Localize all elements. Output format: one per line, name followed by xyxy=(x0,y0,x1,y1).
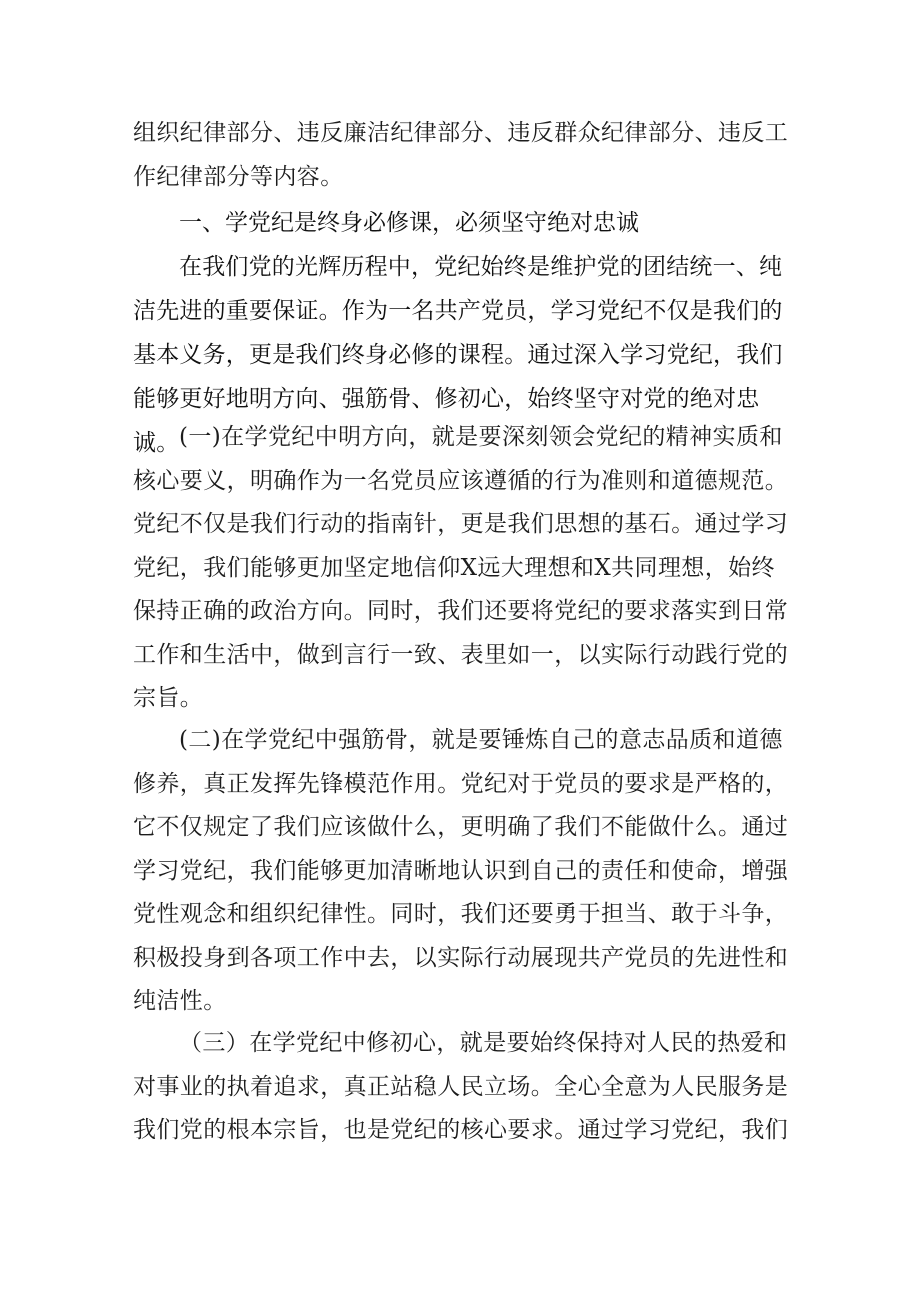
paragraph-1: (一)在学党纪中明方向，就是要深刻领会党纪的精神实质和核心要义，明确作为一名党员应该遵循的行为准则和道德规范。党纪不仅是我们行动的指南针，更是我们思想的基石。通过学习党纪，我们能够更加坚定地信仰X远大理想和X共同理想，始终保持正确的政治方向。同时，我们还要将党纪的要求落实到日常工作和生活中，做到言行一致、表里如一，以实际行动践行党的宗旨。 xyxy=(133,424,789,711)
intro-paragraph: 在我们党的光辉历程中，党纪始终是维护党的团结统一、纯洁先进的重要保证。作为一名共产党员，学习党纪不仅是我们的基本义务，更是我们终身必修的课程。通过深入学习党纪，我们能够更好地明方向、强筋骨、修初心，始终坚守对党的绝对忠诚。 xyxy=(133,254,783,456)
section-heading: 一、学党纪是终身必修课，必须坚守绝对忠诚 xyxy=(179,210,639,236)
continuation-paragraph: 组织纪律部分、违反廉洁纪律部分、违反群众纪律部分、违反工作纪律部分等内容。 xyxy=(133,120,789,190)
paragraph-2: (二)在学党纪中强筋骨，就是要锤炼自己的意志品质和道德修养，真正发挥先锋模范作用。党纪对于党员的要求是严格的，它不仅规定了我们应该做什么，更明确了我们不能做什么。通过学习党纪，我们能够更加清晰地认识到自己的责任和使命，增强党性观念和组织纪律性。同时，我们还要勇于担当、敢于斗争，积极投身到各项工作中去，以实际行动展现共产党员的先进性和纯洁性。 xyxy=(133,727,789,1014)
paragraph-3: （三）在学党纪中修初心，就是要始终保持对人民的热爱和对事业的执着追求，真正站稳人民立场。全心全意为人民服务是我们党的根本宗旨，也是党纪的核心要求。通过学习党纪，我们 xyxy=(133,1030,789,1143)
